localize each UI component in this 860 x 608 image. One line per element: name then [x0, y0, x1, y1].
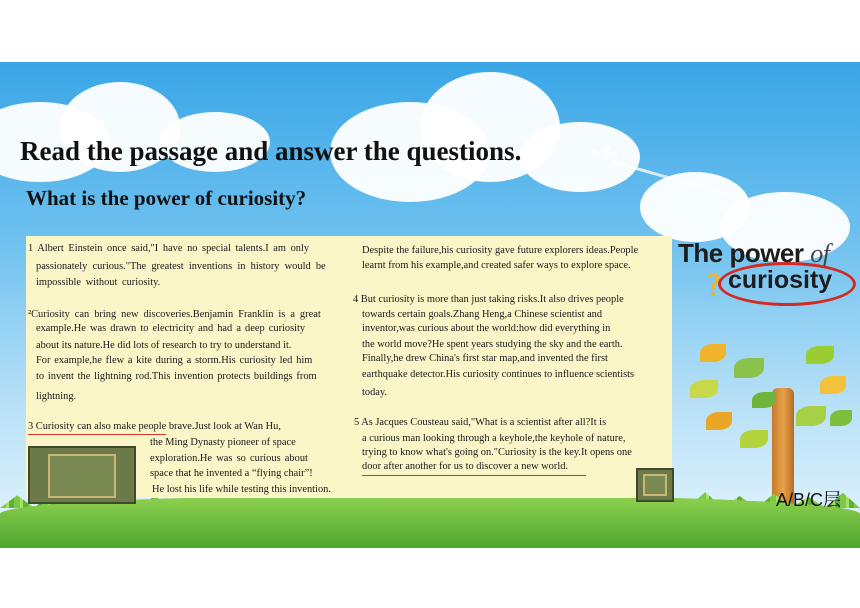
- passage-line: exploration.He was so curious about: [150, 453, 308, 464]
- passage-line: door after another for us to discover a new world.: [362, 461, 569, 472]
- passage-line: For example,he flew a kite during a storm.His curiosity led him: [36, 355, 313, 366]
- tree-leaf: [820, 376, 846, 394]
- door-illustration: [636, 468, 674, 502]
- passage-line: 5 As Jacques Cousteau said,"What is a scientist after all?It is: [354, 417, 607, 428]
- passage-line: about its nature.He did lots of research to try to understand it.: [36, 340, 292, 351]
- passage-line: ²Curiosity can bring new discoveries.Benjamin Franklin is a great: [28, 309, 321, 320]
- passage-line: Despite the failure,his curiosity gave future explorers ideas.People: [362, 245, 639, 256]
- page-heading: Read the passage and answer the questions.: [20, 136, 522, 166]
- passage-line: example.He was drawn to electricity and had a deep curiosity: [36, 323, 306, 334]
- passage-line: 4 But curiosity is more than just taking risks.It also drives people: [353, 294, 624, 305]
- question-heading: What is the power of curiosity?: [26, 186, 307, 210]
- passage-line: earthquake detector.His curiosity continues to influence scientists: [362, 369, 635, 380]
- passage-line: lightning.: [36, 391, 77, 402]
- door-panel: [643, 474, 667, 496]
- tree-leaf: [796, 406, 826, 426]
- passage-line: passionately curious."The greatest inventions in history would be: [36, 261, 326, 272]
- logo-line1-of: of: [810, 239, 830, 268]
- passage-line: today.: [362, 387, 388, 398]
- passage-line: the Ming Dynasty pioneer of space: [150, 437, 296, 448]
- passage-line: inventor,was curious about the world:how did everything in: [362, 323, 611, 334]
- highlight-underline: [28, 434, 166, 435]
- door-panel: [48, 454, 116, 498]
- cloud-shape: [520, 122, 640, 192]
- passage-line: towards certain goals.Zhang Heng,a Chinese scientist and: [362, 309, 603, 320]
- passage-line: the world move?He spent years studying the sky and the earth.: [362, 339, 623, 350]
- passage-line: 1 Albert Einstein once said,"I have no special talents.I am only: [28, 243, 310, 254]
- tree-leaf: [706, 412, 732, 430]
- tree-leaf: [740, 430, 768, 448]
- tree-leaf: [752, 392, 776, 408]
- passage-line: impossible without curiosity.: [36, 277, 161, 288]
- logo-line1: The power: [678, 238, 804, 268]
- logo-line2: curiosity: [728, 266, 833, 294]
- door-illustration: [28, 446, 136, 504]
- passage-line: to invent the lightning rod.This invention protects buildings from: [36, 371, 317, 382]
- passage-line: 3 Curiosity can also make people brave.Just look at Wan Hu,: [28, 421, 281, 432]
- passage-line: learnt from his example,and created safer ways to explore space.: [362, 260, 631, 271]
- tree-leaf: [734, 358, 764, 378]
- passage-line: a curious man looking through a keyhole,the keyhole of nature,: [362, 433, 626, 444]
- tree-leaf: [690, 380, 718, 398]
- level-badge: A/B/C层: [776, 490, 842, 510]
- passage-line: Finally,he drew China's first star map,and invented the first: [362, 353, 608, 364]
- tree-leaf: [700, 344, 726, 362]
- tree-leaf: [830, 410, 852, 426]
- passage-line: trying to know what's going on."Curiosity is the key.It opens one: [362, 447, 632, 458]
- highlight-underline: [362, 475, 586, 476]
- passage-line: space that he invented a “flying chair”!: [150, 468, 313, 479]
- tree-leaf: [806, 346, 834, 364]
- passage-line: He lost his life while testing this invention.: [152, 484, 331, 495]
- reading-passage: [26, 236, 672, 498]
